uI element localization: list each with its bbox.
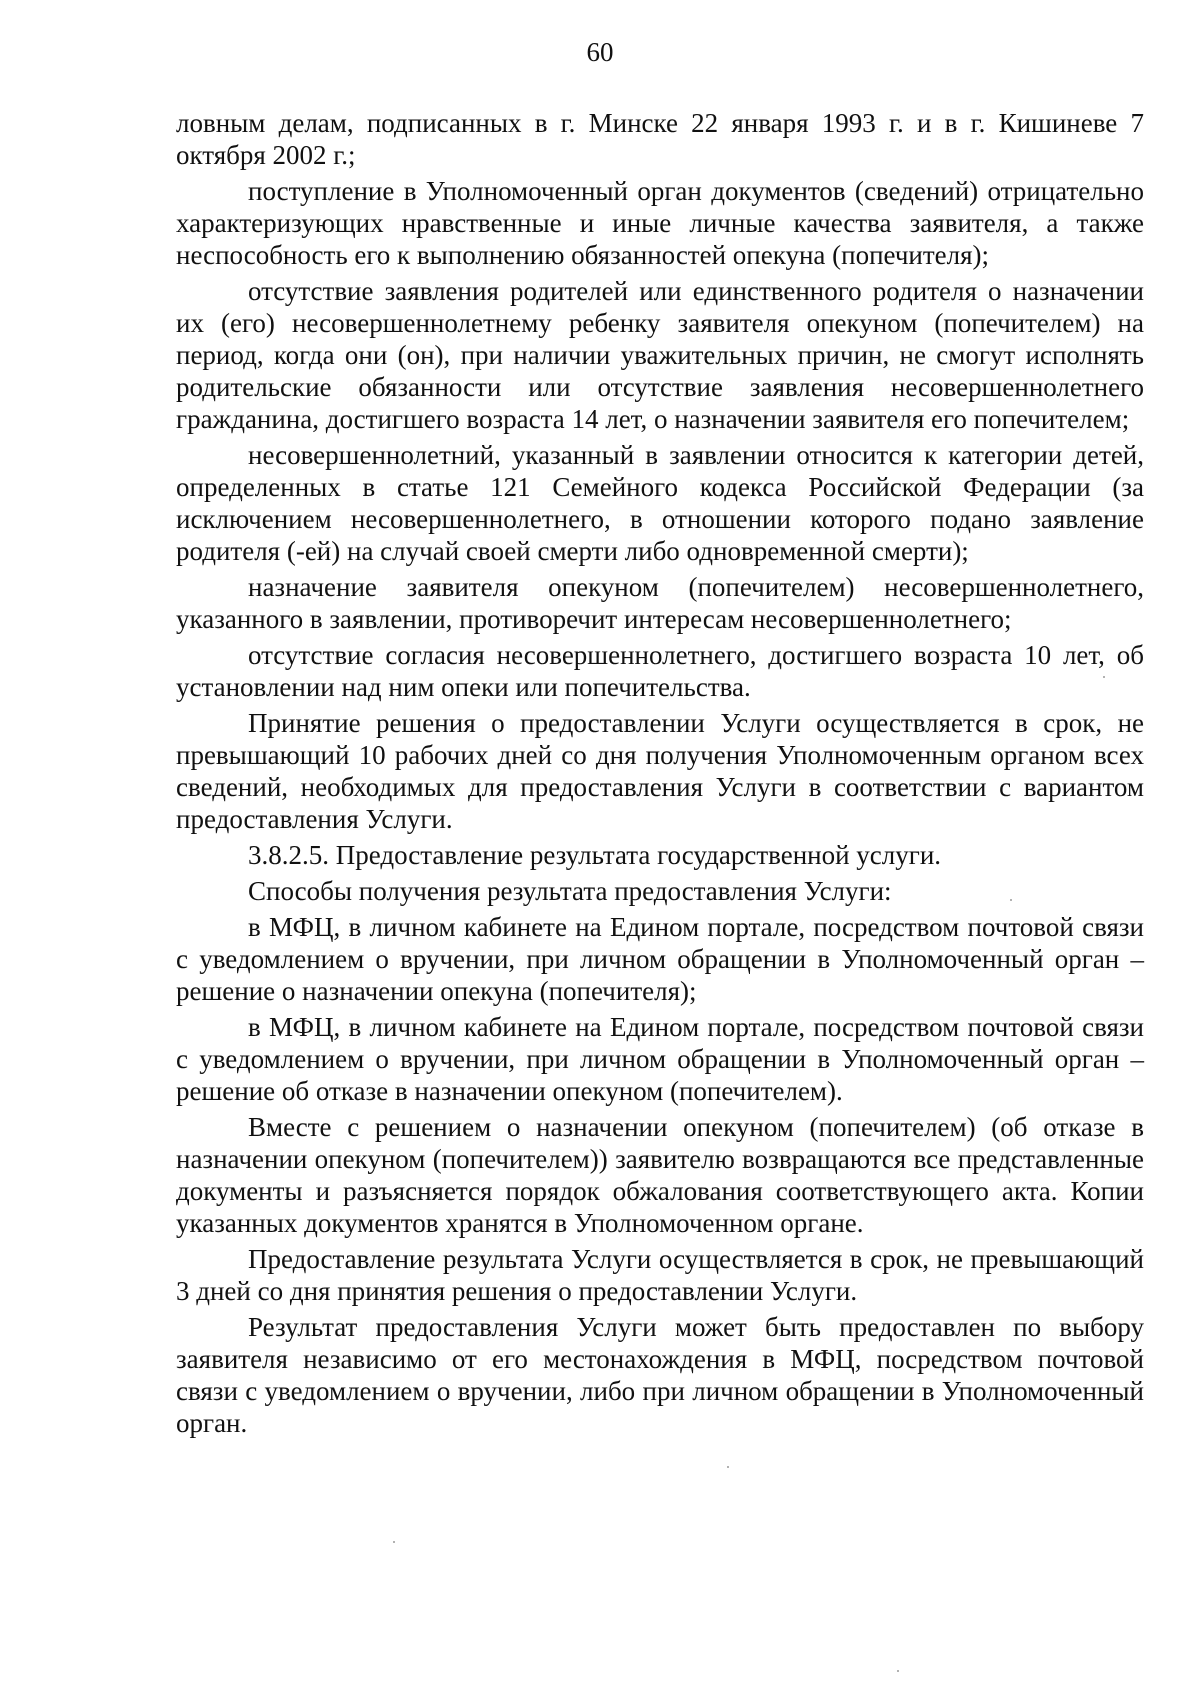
scan-speck — [1010, 899, 1012, 901]
document-body — [176, 107, 1144, 1443]
page-number: 60 — [586, 37, 614, 67]
paragraph-result-delivery-choice: Результат предоставления Услуги может быть предоставлен по выбору заявителя независимо от его местонахождения в МФЦ, посредством почтовой связи с уведомлением о вручении, либо при личном обращении в Уполномоченный орган. — [176, 1312, 1144, 1438]
paragraph-result-methods: Способы получения результата предоставления Услуги: — [248, 876, 892, 906]
paragraph-result-refusal: в МФЦ, в личном кабинете на Едином портале, посредством почтовой связи с уведомлением о вручении, при личном обращении в Уполномоченный орган – решение об отказе в назначении опекуном (попечителем). — [176, 1012, 1144, 1106]
scan-speck — [1103, 676, 1105, 678]
paragraph-refusal-ground-contrary-interests: назначение заявителя опекуном (попечителем) несовершеннолетнего, указанного в заявлении, противоречит интересам несовершеннолетнего; — [176, 572, 1144, 634]
scan-speck — [727, 1466, 729, 1468]
paragraph-documents-returned: Вместе с решением о назначении опекуном (попечителем) (об отказе в назначении опекуном (попечителем)) заявителю возвращаются все представленные документы и разъясняется порядок обжалования соответствующего акта. Копии указанных документов хранятся в Уполномоченном органе. — [176, 1112, 1144, 1238]
paragraph-result-deadline: Предоставление результата Услуги осуществляется в срок, не превышающий 3 дней со дня принятия решения о предоставлении Услуги. — [176, 1244, 1144, 1306]
paragraph-section-heading: 3.8.2.5. Предоставление результата государственной услуги. — [248, 840, 942, 870]
paragraph-decision-deadline: Принятие решения о предоставлении Услуги осуществляется в срок, не превышающий 10 рабочих дней со дня получения Уполномоченным органом всех сведений, необходимых для предоставления Услуги в соответствии с вариантом предоставления Услуги. — [176, 708, 1144, 834]
paragraph-refusal-ground-no-consent: отсутствие согласия несовершеннолетнего, достигшего возраста 10 лет, об установлении над ним опеки или попечительства. — [176, 640, 1144, 702]
paragraph-refusal-ground-no-parent-statement: отсутствие заявления родителей или единственного родителя о назначении их (его) несовершеннолетнему ребенку заявителя опекуном (попечителем) на период, когда они (он), при наличии уважительных причин, не смогут исполнять родительские обязанности или отсутствие заявления несовершеннолетнего гражданина, достигшего возраста 14 лет, о назначении заявителя его попечителем; — [176, 276, 1144, 434]
paragraph-continuation: ловным делам, подписанных в г. Минске 22 января 1993 г. и в г. Кишиневе 7 октября 2002 г.; — [176, 108, 1144, 170]
scan-speck — [897, 1670, 899, 1672]
paragraph-refusal-ground-negative-info: поступление в Уполномоченный орган документов (сведений) отрицательно характеризующих нравственные и иные личные качества заявителя, а также неспособность его к выполнению обязанностей опекуна (попечителя); — [176, 176, 1144, 270]
paragraph-result-appointment: в МФЦ, в личном кабинете на Едином портале, посредством почтовой связи с уведомлением о вручении, при личном обращении в Уполномоченный орган – решение о назначении опекуна (попечителя); — [176, 912, 1144, 1006]
scan-speck — [393, 1541, 395, 1543]
paragraph-refusal-ground-article-121: несовершеннолетний, указанный в заявлении относится к категории детей, определенных в статье 121 Семейного кодекса Российской Федерации (за исключением несовершеннолетнего, в отношении которого подано заявление родителя (-ей) на случай своей смерти либо одновременной смерти); — [176, 440, 1144, 566]
